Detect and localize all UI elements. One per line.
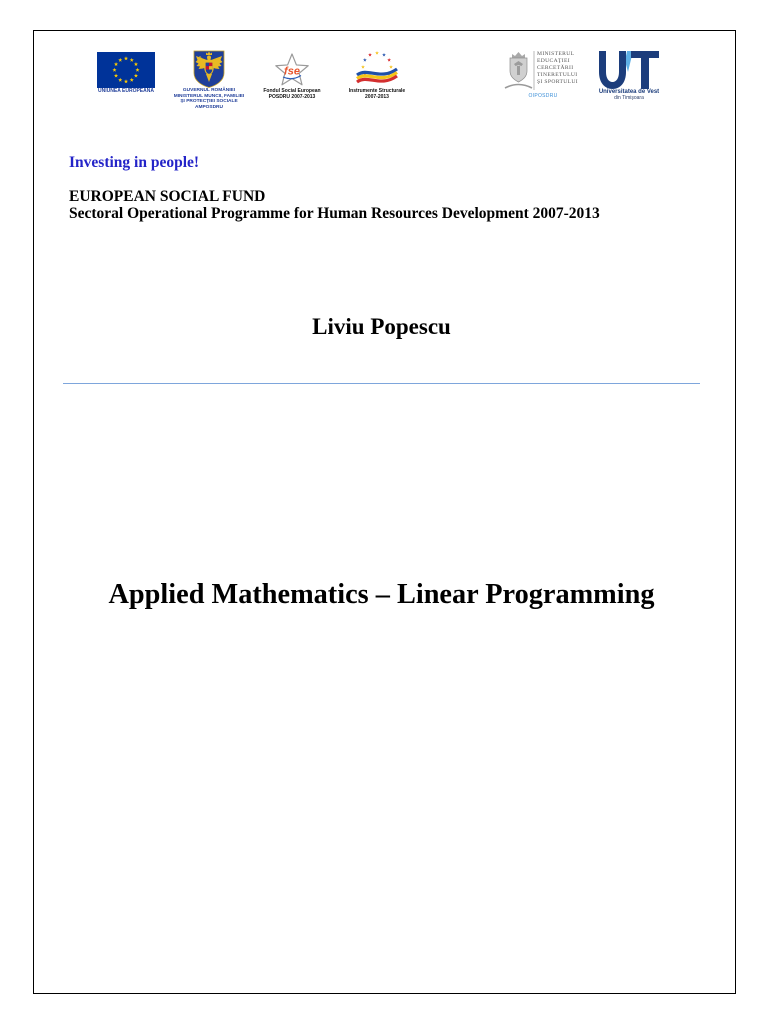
eu-logo-label: UNIUNEA EUROPEANĂ	[98, 88, 154, 94]
uvt-logo-label-line: Universitatea de Vest	[598, 89, 660, 95]
document-title: Applied Mathematics – Linear Programming	[108, 579, 655, 610]
fse-wordmark: fse	[284, 65, 300, 78]
government-logo-label-line: AMPOSDRU	[195, 104, 223, 110]
author-name: Liviu Popescu	[312, 314, 451, 339]
fse-logo-label-line: Fondul Social European	[263, 88, 321, 94]
government-logo-label-line: GUVERNUL ROMÂNIEI	[182, 88, 236, 93]
fse-star-logo	[270, 52, 314, 88]
horizontal-rule	[63, 383, 700, 384]
structural-instruments-label-line: Instrumente Structurale	[348, 88, 406, 94]
fse-logo-label-line: POSDRU 2007-2013	[268, 94, 316, 100]
romanian-coat-of-arms-logo	[193, 50, 225, 88]
government-logo-label-line: ŞI PROTECŢIEI SOCIALE	[180, 99, 238, 104]
tagline: Investing in people!	[69, 154, 200, 171]
eu-flag-logo	[97, 52, 155, 88]
government-logo-label-line: MINISTERUL MUNCII, FAMILIEI	[173, 93, 245, 99]
ministry-name-line: TINERETULUI	[537, 72, 578, 78]
ministry-name-line: CERCETĂRII	[537, 65, 574, 71]
sponsor-logo-strip	[0, 0, 768, 120]
ministry-name-line: MINISTERUL	[537, 51, 575, 57]
structural-instruments-label-line: 2007-2013	[365, 94, 389, 100]
page-border	[33, 30, 736, 994]
ministry-emblem-logo	[503, 48, 537, 94]
ministry-name-line: ŞI SPORTULUI	[537, 79, 579, 85]
ministry-name-line: EDUCAŢIEI	[537, 58, 570, 64]
fund-name: EUROPEAN SOCIAL FUND	[69, 188, 266, 205]
uvt-logo-label-line: din Timişoara	[614, 95, 644, 101]
oiposdru-label: OIPOSDRU	[528, 93, 558, 99]
structural-instruments-logo	[354, 50, 400, 88]
programme-name: Sectoral Operational Programme for Human Resources Development 2007-2013	[69, 205, 600, 222]
uvt-university-logo	[598, 50, 660, 90]
